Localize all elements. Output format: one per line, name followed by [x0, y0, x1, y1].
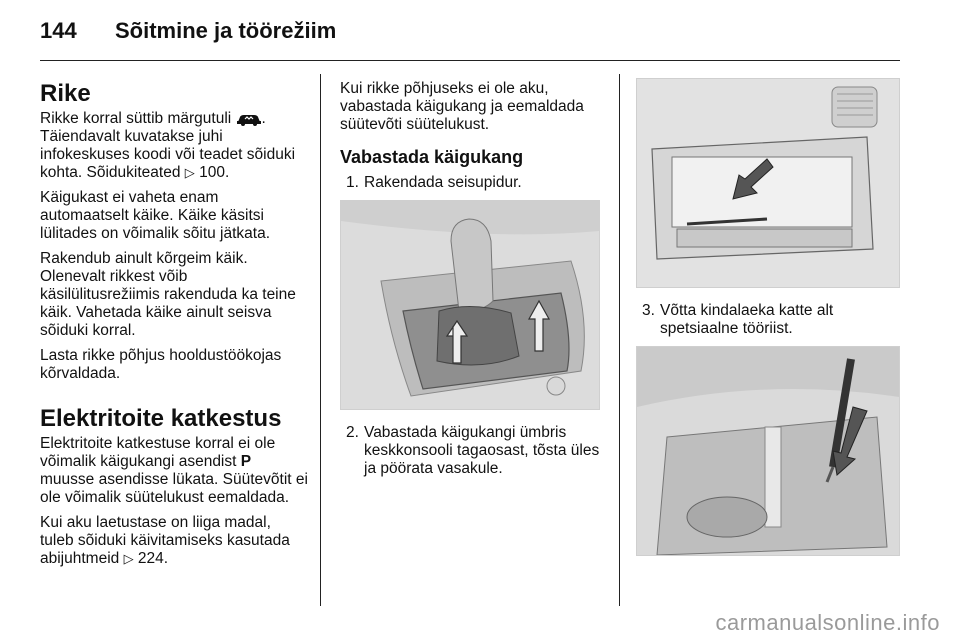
page-ref-arrow-icon: ▷ — [184, 165, 195, 180]
column-divider-right — [619, 74, 620, 606]
heading-rike: Rike — [40, 80, 91, 107]
header-divider — [40, 60, 900, 61]
paragraph-intro: Kui rikke põhjuseks ei ole aku, vabastada käigukang ja eemaldada süütevõti süütelukust. — [340, 80, 584, 133]
illustration-special-tool — [636, 346, 900, 556]
heading-elektritoite: Elektritoite katkestus — [40, 405, 282, 432]
page-ref-link[interactable]: 224 — [137, 550, 164, 567]
watermark: carmanualsonline.info — [715, 610, 940, 635]
page-title: Sõitmine ja töörežiim — [115, 18, 337, 43]
step-2: 2. Vabastada käigukangi ümbris keskkonsooli tagaosast, tõsta üles ja pöörata vasakule. — [346, 424, 600, 477]
paragraph-rike-4: Lasta rikke põhjus hooldustöökojas kõrvaldada. — [40, 347, 282, 382]
illustration-glovebox — [636, 78, 900, 288]
gear-p-label: P — [240, 453, 252, 470]
page-number: 144 — [40, 18, 77, 43]
left-column — [40, 80, 308, 575]
middle-column — [340, 80, 606, 486]
heading-vabastada: Vabastada käigukang — [340, 147, 524, 167]
page-ref-link[interactable]: 100 — [199, 164, 225, 181]
column-divider-left — [320, 74, 321, 606]
paragraph-rike-2: Käigukast ei vaheta enam automaatselt käike. Käike käsitsi lülitades on võimalik sõitu jätkata. — [40, 189, 271, 242]
step-1: 1. Rakendada seisupidur. — [346, 174, 522, 191]
step-3: 3. Võtta kindalaeka katte alt spetsiaalne tööriist. — [642, 302, 834, 337]
illustration-gear-lever — [340, 200, 600, 410]
paragraph-elektr-1: Elektritoite katkestuse korral ei ole võimalik käigukangi asendist P muusse asendisse lükata. Süütevõtit ei ole võimalik süütelukust eemaldada. — [40, 435, 308, 506]
paragraph-rike-3: Rakendub ainult kõrgeim käik. Olenevalt rikkest võib käsilülitusrežiimis rakenduda ka teine käik. Vahetada käike ainult seisva sõiduki korral. — [40, 250, 296, 339]
paragraph-elektr-2: Kui aku laetustase on liiga madal, tuleb sõiduki käivitamiseks kasutada abijuhtmeid ▷ 224. — [40, 514, 290, 567]
car-warning-icon — [236, 112, 262, 126]
page-ref-arrow-icon: ▷ — [123, 551, 134, 566]
paragraph-rike-1: Rikke korral süttib märgutuli . Täiendavalt kuvatakse juhi infokeskuses koodi või teadet sõiduki kohta. Sõidukiteated ▷ 100. — [40, 110, 296, 181]
right-column — [636, 78, 900, 556]
